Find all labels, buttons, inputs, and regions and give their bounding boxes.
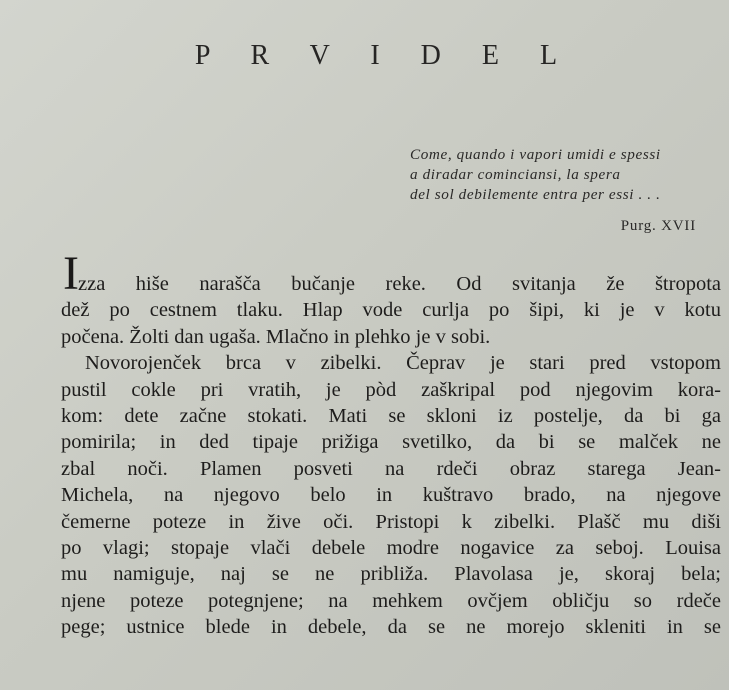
text-line: pomirila; in ded tipaje prižiga svetilko, da bi se malček ne	[61, 431, 721, 454]
text-line: zbal noči. Plamen posveti na rdeči obraz starega Jean-	[61, 457, 721, 480]
body-text	[61, 271, 721, 641]
epigraph-source: Purg. XVII	[620, 218, 696, 234]
text-line: njene poteze potegnjene; na mehkem ovčjem obličju so rdeče	[61, 589, 721, 612]
epigraph-line: del sol debilemente entra per essi . . .	[410, 186, 661, 203]
epigraph	[410, 145, 726, 205]
text-line: zza hiše narašča bučanje reke. Od svitanja že štropota	[78, 273, 721, 295]
drop-cap: I	[63, 247, 79, 300]
text-line: pege; ustnice blede in debele, da se ne morejo skleniti in se	[61, 616, 721, 639]
text-line: kom: dete začne stokati. Mati se skloni iz postelje, da bi ga	[61, 405, 721, 428]
text-line: počena. Žolti dan ugaša. Mlačno in plehko je v sobi.	[61, 325, 491, 348]
text-line: dež po cestnem tlaku. Hlap vode curlja po šipi, ki je v kotu	[61, 299, 721, 322]
epigraph-line: Come, quando i vapori umidi e spessi	[410, 146, 661, 163]
text-line: Novorojenček brca v zibelki. Čeprav je stari pred vstopom	[85, 352, 721, 375]
part-title: P R V I D E L	[194, 40, 575, 71]
text-line: po vlagi; stopaje vlači debele modre nogavice za seboj. Louisa	[61, 537, 721, 560]
epigraph-line: a diradar cominciansi, la spera	[410, 166, 621, 183]
text-line: čemerne poteze in žive oči. Pristopi k zibelki. Plašč mu diši	[61, 510, 721, 533]
text-line: Michela, na njegovo belo in kuštravo brado, na njegove	[61, 484, 721, 507]
text-line: pustil cokle pri vratih, je pòd zaškripal pod njegovim kora-	[61, 378, 721, 401]
text-line: mu namiguje, naj se ne približa. Plavolasa je, skoraj bela;	[61, 563, 721, 586]
